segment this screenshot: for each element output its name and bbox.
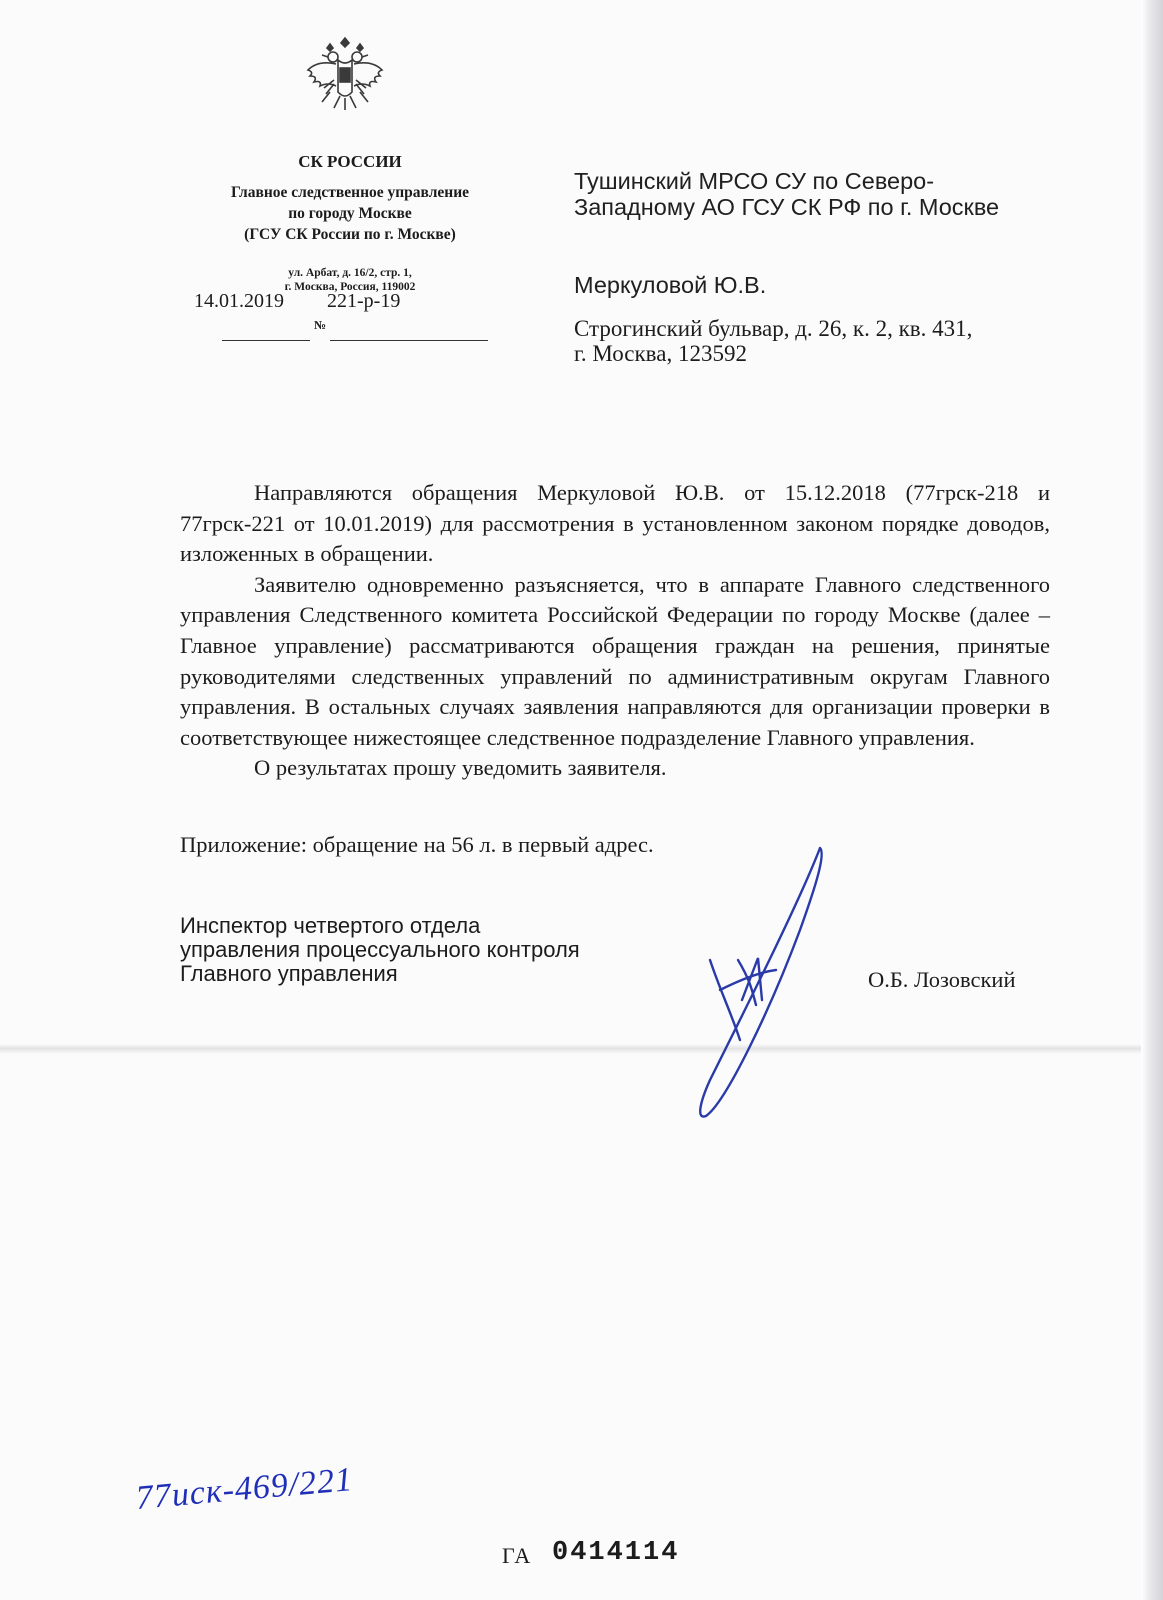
number-sign: № [314,318,327,332]
body-paragraph-2: Заявителю одновременно разъясняется, что в аппарате Главного следственного управления Следственного комитета Российской Федерации по городу Москве (далее – Главное управление) рассматриваются обращения граждан на решения, принятые руководителями следственных управлений по административным округам Главного управления. В остальных случаях заявления направляются для организации проверки в соответствующее нижестоящее следственное подразделение Главного управления. [180,571,1050,750]
recipient-person: Меркуловой Ю.В. [574,272,767,298]
letter-number: 221-р-19 [327,290,401,312]
body-paragraph-1: Направляются обращения Меркуловой Ю.В. от 15.12.2018 (77грск-218 и 77грск-221 от 10.01.2019) для рассмотрения в установленном законом порядке доводов, изложенных в обращении. [180,480,1050,567]
issuer-address-line-1: ул. Арбат, д. 16/2, стр. 1, [288,267,412,279]
recipient-org-line-1: Тушинский МРСО СУ по Северо- [574,168,935,194]
recipient-org-line-2: Западному АО ГСУ СК РФ по г. Москве [574,194,1000,220]
date-underline [222,318,310,341]
signer-position-line-1: Инспектор четвертого отдела [180,913,481,938]
issuer-name-line-2: по городу Москве [288,205,412,222]
recipient-address-line-1: Строгинский бульвар, д. 26, к. 2, кв. 431, [574,316,973,341]
form-serial-number: 0414114 [552,1538,680,1568]
signer-name: О.Б. Лозовский [868,967,1016,992]
body-paragraph-3: О результатах прошу уведомить заявителя. [254,755,667,781]
double-headed-eagle-icon [300,30,390,120]
signer-position-line-2: управления процессуального контроля [180,937,580,962]
issuer-name-line-1: Главное следственное управление [230,184,470,201]
issuer-short-name: СК РОССИИ [298,152,402,171]
paper-fold-line [0,1044,1141,1054]
signer-position-line-3: Главного управления [180,961,398,986]
issuer-address-line-2: г. Москва, Россия, 119002 [284,281,416,293]
signer-position [180,914,580,986]
paper-edge-shadow [1141,0,1163,1600]
handwritten-signature-icon [680,840,850,1130]
number-underline [330,318,488,341]
letter-date: 14.01.2019 [194,290,284,312]
handwritten-registration-note: 77иск-469/221 [134,1461,355,1517]
recipient-address-line-2: г. Москва, 123592 [574,341,747,366]
attachment-note: Приложение: обращение на 56 л. в первый адрес. [180,832,654,857]
form-serial-prefix: ГА [502,1543,533,1568]
issuer-name-line-3: (ГСУ СК России по г. Москве) [244,226,456,243]
letter-body [180,478,1050,784]
